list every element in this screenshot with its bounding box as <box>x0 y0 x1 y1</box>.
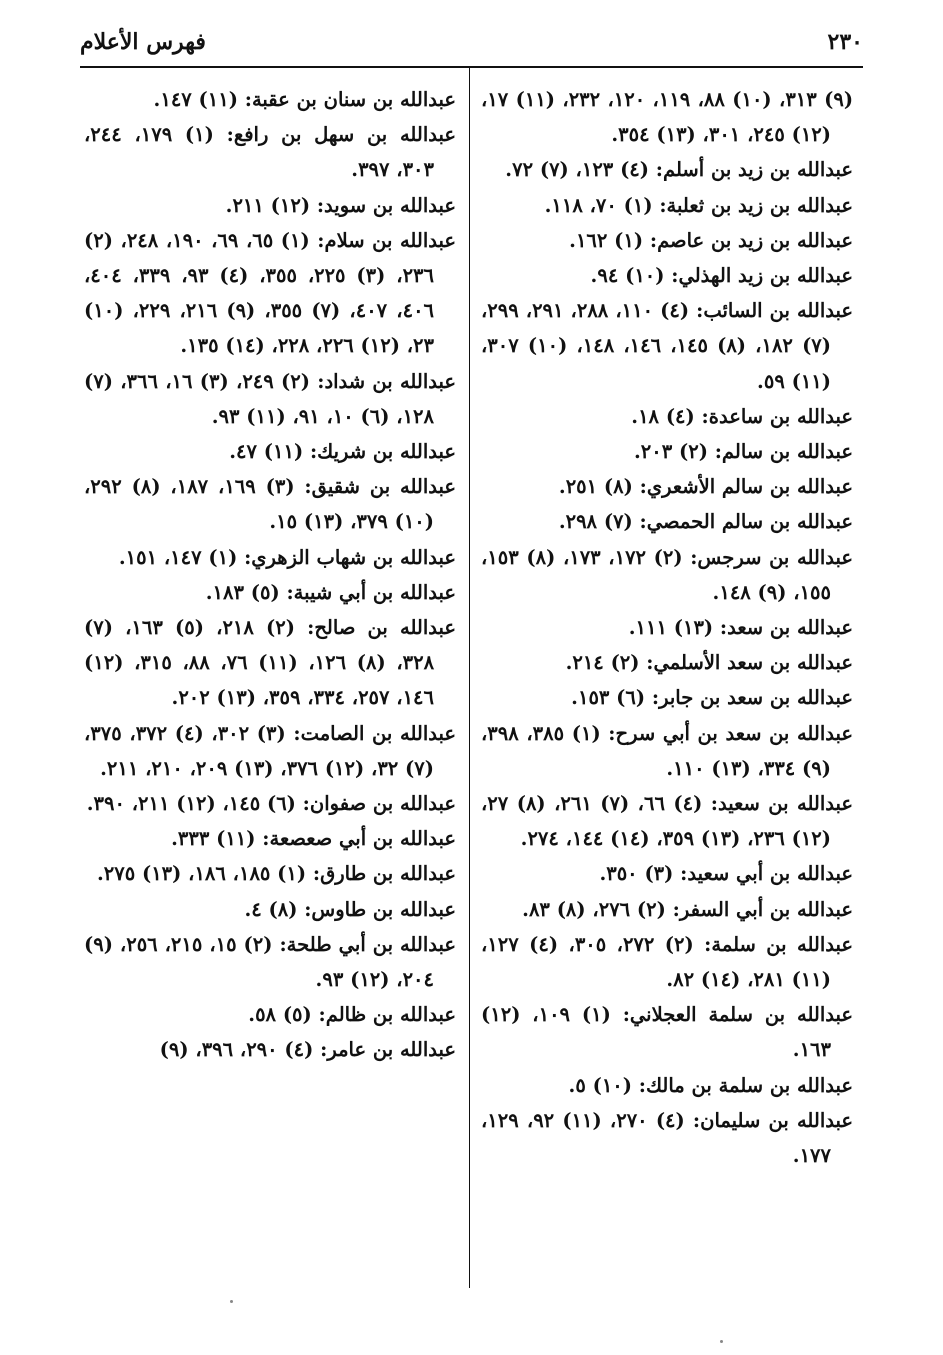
index-entry: عبدالله بن أبي طلحة: (٢) ١٥، ٢١٥، ٢٥٦، (٩) ٢٠٤، (١٢) ٩٣. <box>84 932 456 992</box>
index-entry: عبدالله بن عامر: (٤) ٢٩٠، ٣٩٦، (٩) <box>159 1038 456 1062</box>
index-entry: عبدالله بن شداد: (٢) ٢٤٩، (٣) ١٦، ٣٦٦، (٧) ١٢٨، (٦) ١٠، ٩١، (١١) ٩٣. <box>84 369 456 428</box>
index-entry: عبدالله بن سالم: (٢) ٢٠٣. <box>633 440 853 464</box>
index-entry: عبدالله بن ظالم: (٥) ٥٨. <box>248 1003 456 1027</box>
index-entry: عبدالله بن شهاب الزهري: (١) ١٤٧، ١٥١. <box>118 545 456 569</box>
index-entry: عبدالله بن سلام: (١) ٦٥، ٦٩، ١٩٠، ٢٤٨، (٢) ٢٣٦، (٣) ٢٢٥، ٣٥٥، (٤) ٩٣، ٣٣٩، ٤٠٤، ٤٠٦، ٤٠٧، (٧) ٣٥٥، (٩) ٢١٦، ٢٢٩، (١٠) ٢٣، (١٢) ٢٢٦، ٢٢٨، (١٤) ١٣٥. <box>84 228 456 358</box>
index-entry: عبدالله بن سلمة العجلاني: (١) ١٠٩، (١٢) ١٦٣. <box>481 1003 854 1062</box>
right-column <box>481 82 853 1173</box>
index-entry: عبدالله بن أبي صعصعة: (١١) ٣٣٣. <box>171 827 456 851</box>
index-entry: عبدالله بن ساعدة: (٤) ١٨. <box>631 404 853 428</box>
column-divider <box>469 68 470 1288</box>
index-entry: عبدالله بن أبي شيبة: (٥) ١٨٣. <box>205 580 456 604</box>
index-entry: عبدالله بن صفوان: (٦) ١٤٥، (١٢) ٢١١، ٣٩٠. <box>86 792 456 816</box>
index-entry: عبدالله بن سعد بن جابر: (٦) ١٥٣. <box>571 686 853 710</box>
index-entry: عبدالله بن سويد: (١٢) ٢١١. <box>225 193 456 217</box>
index-entry: عبدالله بن سعيد: (٤) ٦٦، (٧) ٢٦١، (٨) ٢٧، (١٢) ٢٣٦، (١٣) ٣٥٩، (١٤) ١٤٤، ٢٧٤. <box>481 792 854 851</box>
scan-speck <box>720 1340 723 1343</box>
index-entry: عبدالله بن زيد بن عاصم: (١) ١٦٢. <box>569 228 853 252</box>
index-entry: عبدالله بن الصامت: (٣) ٣٠٢، (٤) ٣٧٢، ٣٧٥، (٧) ٣٢، (١٢) ٣٧٦، (١٣) ٢٠٩، ٢١٠، ٢١١. <box>84 721 457 780</box>
page-header <box>80 22 863 62</box>
scan-speck <box>230 1300 233 1303</box>
header-rule <box>80 66 863 68</box>
index-entry: عبدالله بن سعد: (١٣) ١١١. <box>628 616 853 640</box>
index-entry: عبدالله بن سعد الأسلمي: (٢) ٢١٤. <box>565 651 853 675</box>
index-entry: عبدالله بن سرجس: (٢) ١٧٢، ١٧٣، (٨) ١٥٣، ١٥٥، (٩) ١٤٨. <box>481 545 854 604</box>
index-entry: (٩) ٣١٣، (١٠) ٨٨، ١١٩، ١٢٠، ٢٣٢، (١١) ١٧، (١٢) ٢٤٥، ٣٠١، (١٣) ٣٥٤. <box>481 88 854 147</box>
index-entry: عبدالله بن سلمة: (٢) ٢٧٢، ٣٠٥، (٤) ١٢٧، (١١) ٢٨١، (١٤) ٨٢. <box>481 932 854 992</box>
index-entry: عبدالله بن سالم الأشعري: (٨) ٢٥١. <box>558 475 853 499</box>
index-entry: عبدالله بن سنان بن عقبة: (١١) ١٤٧. <box>153 88 456 111</box>
index-entry: عبدالله بن طاوس: (٨) ٤. <box>244 897 456 921</box>
index-entry: عبدالله بن زيد الهذلي: (١٠) ٩٤. <box>590 264 853 288</box>
index-entry: عبدالله بن سهل بن رافع: (١) ١٧٩، ٢٤٤، ٣٠٣، ٣٩٧. <box>84 123 456 182</box>
index-entry: عبدالله بن السائب: (٤) ١١٠، ٢٨٨، ٢٩١، ٢٩٩، (٧) ١٨٢، (٨) ١٤٥، ١٤٦، ١٤٨، (١٠) ٣٠٧، (١١) ٥٩. <box>481 299 854 393</box>
index-entry: عبدالله بن سعد بن أبي سرح: (١) ٣٨٥، ٣٩٨، (٩) ٣٣٤، (١٣) ١١٠. <box>481 721 854 780</box>
index-entry: عبدالله بن زيد بن ثعلبة: (١) ٧٠، ١١٨. <box>544 193 853 217</box>
left-column <box>84 82 456 1068</box>
index-entry: عبدالله بن شريك: (١١) ٤٧. <box>229 440 456 464</box>
index-entry: عبدالله بن أبي السفر: (٢) ٢٧٦، (٨) ٨٣. <box>522 897 853 921</box>
index-entry: عبدالله بن صالح: (٢) ٢١٨، (٥) ١٦٣، (٧) ٣٢٨، (٨) ١٢٦، (١١) ٧٦، ٨٨، ٣١٥، (١٢) ١٤٦، ٢٥٧، ٣٣٤، ٣٥٩، (١٣) ٢٠٢. <box>84 616 457 710</box>
index-entry: عبدالله بن سالم الحمصي: (٧) ٢٩٨. <box>558 510 853 534</box>
index-entry: عبدالله بن زيد بن أسلم: (٤) ١٢٣، (٧) ٧٢. <box>505 158 853 182</box>
index-entry: عبدالله بن سليمان: (٤) ٢٧٠، (١١) ٩٢، ١٢٩، ١٧٧. <box>481 1108 853 1168</box>
index-entry: عبدالله بن سلمة بن مالك: (١٠) ٥. <box>568 1073 853 1097</box>
running-title: فهرس الأعلام <box>80 29 206 55</box>
index-entry: عبدالله بن طارق: (١) ١٨٥، ١٨٦، (١٣) ٢٧٥. <box>96 862 456 886</box>
index-entry: عبدالله بن شقيق: (٣) ١٦٩، ١٨٧، (٨) ٢٩٢، (١٠) ٣٧٩، (١٣) ١٥. <box>84 475 457 534</box>
page-number: ٢٣٠ <box>827 29 863 55</box>
index-entry: عبدالله بن أبي سعيد: (٣) ٣٥٠. <box>599 862 853 886</box>
